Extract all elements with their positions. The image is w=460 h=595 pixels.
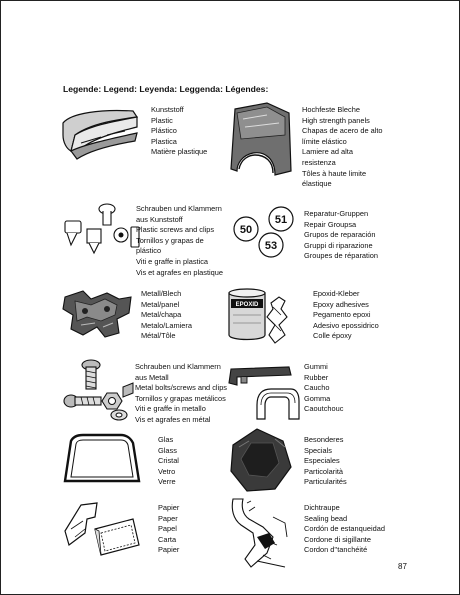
label-line: Grupos de reparación: [304, 230, 376, 240]
label-line: Reparatur-Gruppen: [304, 209, 369, 218]
label-line: Verre: [158, 477, 176, 487]
label-line: Cordon d''tanchéité: [304, 545, 368, 555]
label-line: Papier: [158, 545, 180, 555]
label-line: Adesivo epossidrico: [313, 320, 379, 330]
label-line: Particolarità: [304, 466, 344, 476]
label-line: Metal bolts/screws and clips: [135, 383, 228, 393]
glass-pane-icon: [61, 433, 141, 490]
repair-group-number: 53: [264, 240, 278, 252]
label-line: resistenza: [302, 157, 336, 167]
label-line: Besonderes: [304, 435, 344, 444]
label-line: Metall/Blech: [141, 289, 182, 298]
label-line: Caoutchouc: [304, 404, 344, 414]
label-line: Matière plastique: [151, 147, 208, 157]
label-line: Specials: [304, 445, 332, 455]
label-line: Vetro: [158, 466, 176, 476]
repair-group-icon: [233, 207, 297, 259]
label-line: Metal/chapa: [141, 310, 182, 320]
label-line: Chapas de acero de alto: [302, 126, 383, 136]
rubber-labels: [304, 362, 343, 415]
repair-group-labels: [304, 209, 378, 262]
label-line: Gomma: [304, 393, 331, 403]
label-line: Cristal: [158, 456, 179, 466]
label-line: Tornillos y grapas metálicos: [135, 393, 226, 403]
label-line: Viti e graffe in metallo: [135, 404, 206, 414]
label-line: Metal/panel: [141, 299, 180, 309]
label-line: Lamiere ad alta: [302, 147, 353, 157]
label-line: Tornillos y grapas de: [136, 235, 204, 245]
repair-group-number: 50: [239, 224, 253, 236]
label-line: Paper: [158, 513, 178, 523]
label-line: Métal/Tôle: [141, 331, 176, 341]
label-line: Epoxid-Kleber: [313, 289, 360, 298]
label-line: Hochfeste Bleche: [302, 105, 360, 114]
label-line: High strength panels: [302, 115, 370, 125]
label-line: Colle époxy: [313, 331, 352, 341]
paper-labels: [158, 503, 179, 556]
label-line: Pegamento epoxi: [313, 310, 371, 320]
epoxy-can-label: EPOXID: [235, 302, 259, 308]
label-line: Repair Groupsa: [304, 219, 357, 229]
glass-labels: [158, 435, 179, 488]
epoxy-labels: [313, 289, 379, 342]
bumper-icon: [61, 105, 141, 170]
metal-bolts-icon: [61, 357, 137, 428]
label-line: Epoxy adhesives: [313, 299, 369, 309]
label-line: Viti e graffe in plastica: [136, 256, 209, 266]
label-line: Sealing bead: [304, 513, 348, 523]
label-line: Vis et agrafes en plastique: [136, 267, 223, 277]
repair-group-number: 51: [274, 214, 288, 226]
label-line: Metalo/Lamiera: [141, 320, 192, 330]
label-line: Especiales: [304, 456, 340, 466]
label-line: Dichtraupe: [304, 503, 340, 512]
metal-panel-icon: [61, 287, 135, 344]
label-line: Papel: [158, 524, 177, 534]
plastic-labels: [151, 105, 207, 158]
metal-labels: [141, 289, 192, 342]
label-line: plástico: [136, 246, 162, 256]
label-line: aus Metall: [135, 372, 169, 382]
label-line: Groupes de réparation: [304, 251, 378, 261]
sealing-bead-labels: [304, 503, 385, 556]
label-line: Cordone di sigillante: [304, 534, 371, 544]
label-line: Gummi: [304, 362, 328, 371]
epoxy-can-icon: [225, 285, 299, 352]
page-number: 87: [398, 562, 407, 571]
specials-labels: [304, 435, 347, 488]
metal-bolts-labels: [135, 362, 227, 426]
label-line: Carta: [158, 534, 177, 544]
label-line: élastique: [302, 179, 332, 189]
airbag-cover-icon: [227, 427, 293, 498]
label-line: Plastic screws and clips: [136, 225, 215, 235]
label-line: Cordón de estanqueidad: [304, 524, 385, 534]
high-strength-labels: [302, 105, 383, 190]
label-line: límite elástico: [302, 136, 347, 146]
legend-title: Legende: Legend: Leyenda: Leggenda: Légendes:: [63, 84, 269, 94]
label-line: Vis et agrafes en métal: [135, 414, 211, 424]
plastic-clips-labels: [136, 204, 223, 278]
label-line: Rubber: [304, 372, 329, 382]
label-line: Kunststoff: [151, 105, 184, 114]
label-line: Plastic: [151, 115, 173, 125]
label-line: Glas: [158, 435, 174, 444]
rubber-seal-icon: [227, 361, 301, 430]
sealing-bead-icon: [227, 497, 293, 578]
plastic-clips-icon: [61, 199, 141, 262]
fender-panel-icon: [227, 99, 297, 184]
paper-template-icon: [61, 501, 141, 562]
label-line: Gruppi di riparazione: [304, 240, 373, 250]
label-line: Schrauben und Klammern: [136, 204, 222, 213]
label-line: aus Kunststoff: [136, 214, 183, 224]
label-line: Glass: [158, 445, 177, 455]
label-line: Schrauben und Klammern: [135, 362, 221, 371]
label-line: Particularités: [304, 477, 347, 487]
label-line: Papier: [158, 503, 180, 512]
label-line: Plastica: [151, 136, 177, 146]
label-line: Caucho: [304, 383, 330, 393]
label-line: Tôles à haute limite: [302, 168, 367, 178]
label-line: Plástico: [151, 126, 177, 136]
